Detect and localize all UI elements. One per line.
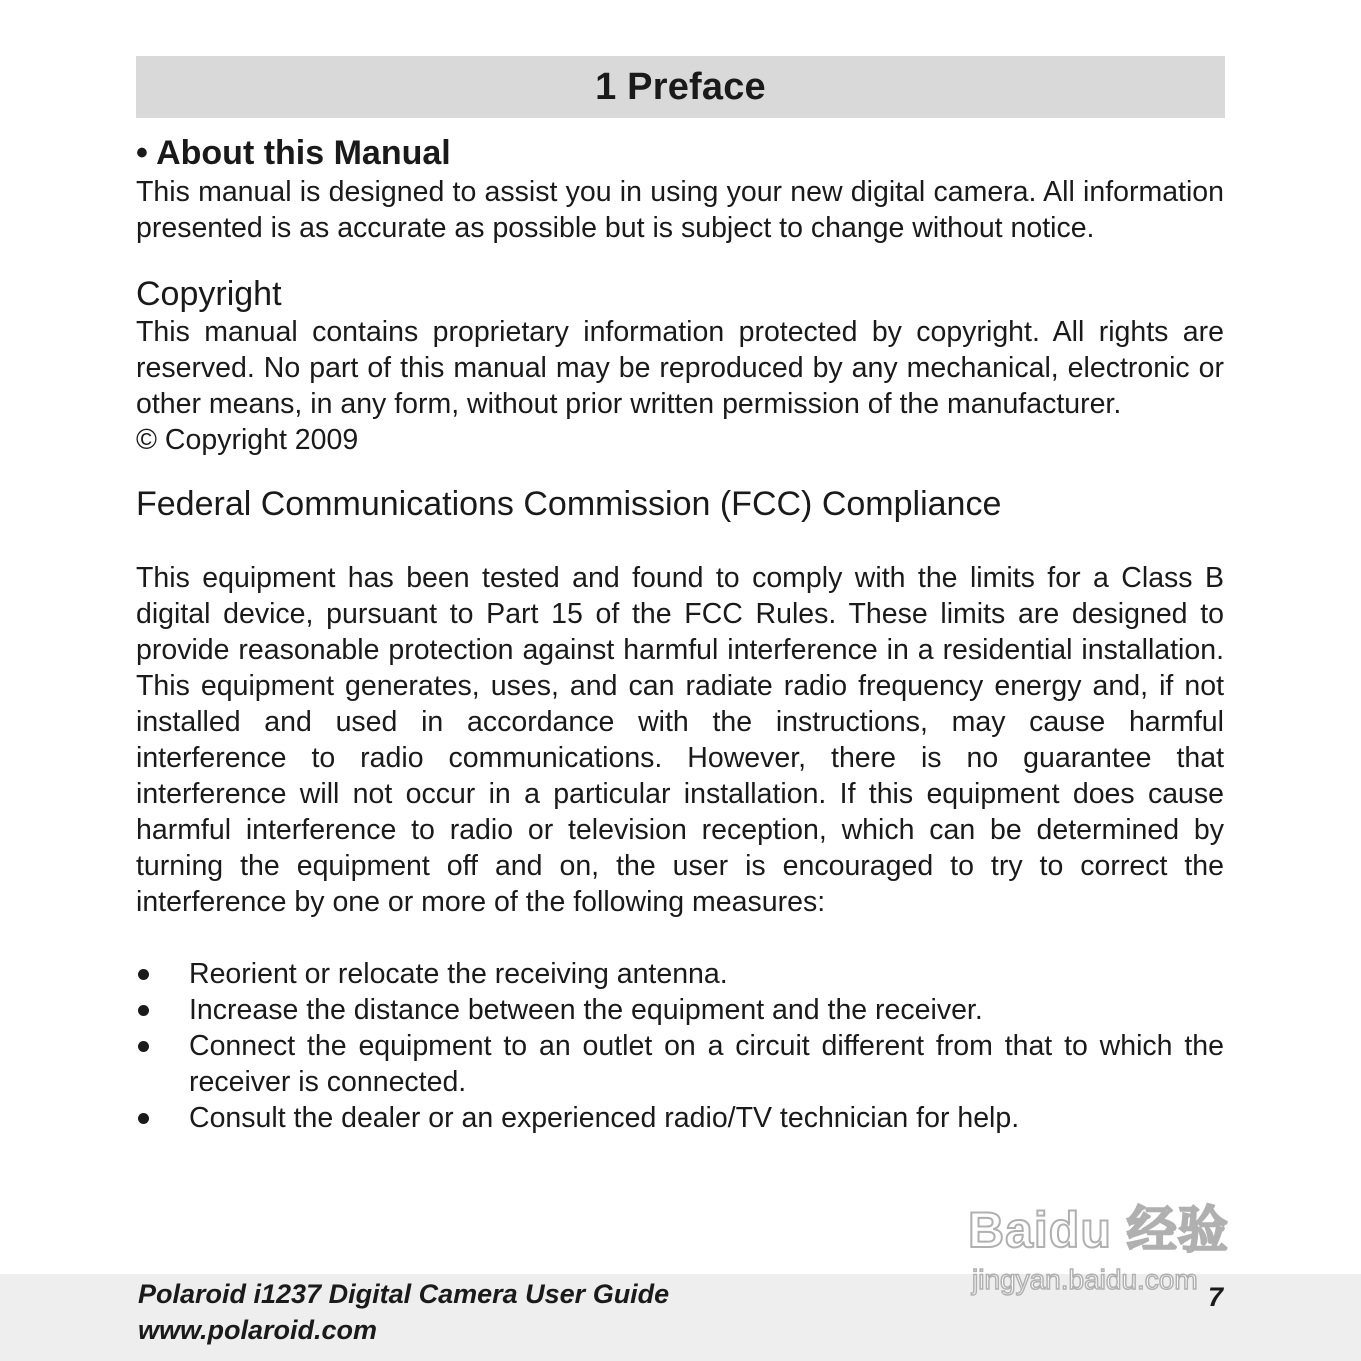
copyright-notice: © Copyright 2009 — [136, 424, 359, 456]
page-title: 1 Preface — [595, 65, 766, 108]
fcc-title: Federal Communications Commission (FCC) Compliance — [136, 485, 1002, 523]
watermark-url: jingyan.baidu.com — [972, 1264, 1198, 1295]
copyright-text: This manual contains proprietary information protected by copyright. All rights are reserved. No part of this manual may be reproduced by any mechanical, electronic or other means, in any form, without prior written permission of the manufacturer. — [136, 316, 1224, 420]
watermark-logo-text: Baidu 经验 — [968, 1202, 1229, 1258]
bullet-icon — [138, 1005, 149, 1016]
footer-url: www.polaroid.com — [138, 1315, 378, 1345]
list-item: Connect the equipment to an outlet on a circuit different from that to which the receiver is connected. — [136, 1028, 1224, 1100]
bullet-icon — [138, 1113, 149, 1124]
footer-guide-title: Polaroid i1237 Digital Camera User Guide — [138, 1279, 670, 1309]
section-header-bar — [136, 56, 1225, 118]
about-text: This manual is designed to assist you in using your new digital camera. All information presented is as accurate as possible but is subject to change without notice. — [136, 176, 1224, 244]
fcc-text: This equipment has been tested and found to comply with the limits for a Class B digital device, pursuant to Part 15 of the FCC Rules. These limits are designed to provide reasonable protection against harmful interference in a residential installation. This equipment generates, uses, and can radiate radio frequency energy and, if not installed and used in accordance with the instructions, may cause harmful interference to radio communications. However, there is no guarantee that interference will not occur in a particular installation. If this equipment does cause harmful interference to radio or television reception, which can be determined by turning the equipment off and on, the user is encouraged to try to correct the interference by one or more of the following measures: — [136, 562, 1224, 918]
copyright-title: Copyright — [136, 275, 282, 313]
list-item: Increase the distance between the equipment and the receiver. — [136, 992, 1224, 1028]
about-heading: • About this Manual — [136, 134, 451, 172]
page-number: 7 — [1208, 1282, 1224, 1312]
list-item: Consult the dealer or an experienced radio/TV technician for help. — [136, 1100, 1224, 1136]
bullet-icon — [138, 969, 149, 980]
page-footer — [0, 1274, 1361, 1361]
measures-list — [136, 956, 1224, 1136]
bullet-icon — [138, 1041, 149, 1052]
list-item: Reorient or relocate the receiving antenna. — [136, 956, 1224, 992]
page-content — [136, 132, 1224, 1136]
